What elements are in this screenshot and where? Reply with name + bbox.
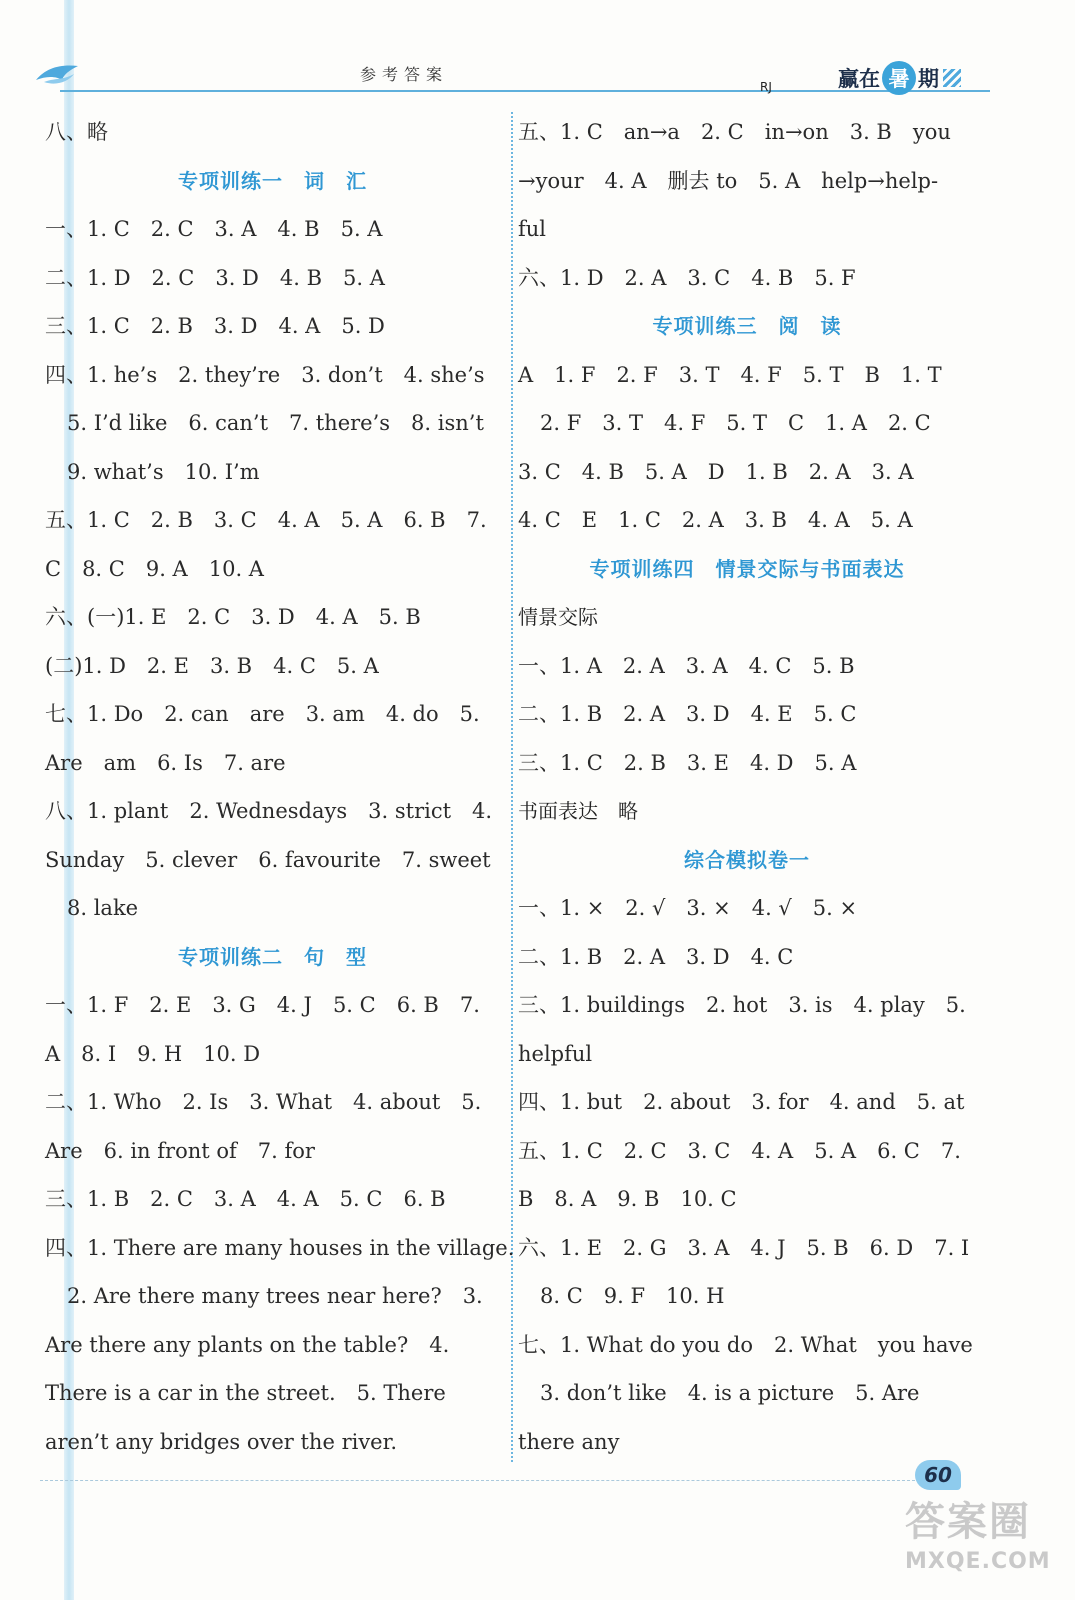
answer-line: 二、1. Who 2. Is 3. What 4. about 5.	[45, 1090, 482, 1114]
answer-line: 四、1. he’s 2. they’re 3. don’t 4. she’s	[45, 362, 485, 387]
answer-line: (二)1. D 2. E 3. B 4. C 5. A	[45, 653, 379, 678]
brand-text-pre: 赢在	[838, 67, 880, 91]
left-column	[45, 108, 515, 1466]
watermark-url: MXQE.COM	[905, 1549, 1051, 1574]
answer-line: there any	[518, 1429, 620, 1454]
right-column	[518, 108, 976, 1466]
brand-text-post: 期	[918, 67, 939, 91]
footer-rule	[40, 1480, 915, 1481]
section-heading: 专项训练四 情景交际与书面表达	[589, 556, 905, 581]
answer-line: 五、1. C 2. C 3. C 4. A 5. A 6. C 7.	[518, 1138, 961, 1163]
answer-line: 六、(一)1. E 2. C 3. D 4. A 5. B	[45, 605, 421, 629]
answer-line: 5. I’d like 6. can’t 7. there’s 8. isn’t	[67, 411, 484, 435]
header-title: 参考答案	[360, 65, 449, 84]
answer-line: 9. what’s 10. I’m	[67, 459, 260, 484]
answer-line: →your 4. A 删去 to 5. A help→help-	[518, 168, 939, 193]
answer-line: 六、1. D 2. A 3. C 4. B 5. F	[518, 265, 856, 290]
answer-line: Are am 6. Is 7. are	[45, 750, 286, 775]
answer-line: 六、1. E 2. G 3. A 4. J 5. B 6. D 7. I	[518, 1235, 970, 1260]
answer-line: 四、1. but 2. about 3. for 4. and 5. at	[518, 1090, 965, 1114]
answer-line: 三、1. C 2. B 3. E 4. D 5. A	[518, 750, 857, 775]
answer-line: 七、1. Do 2. can are 3. am 4. do 5.	[45, 702, 480, 726]
answer-line: 三、1. C 2. B 3. D 4. A 5. D	[45, 314, 385, 338]
answer-line: 一、1. × 2. √ 3. × 4. √ 5. ×	[518, 896, 858, 920]
section-heading: 专项训练一 词 汇	[178, 168, 367, 193]
answer-line: 8. lake	[67, 896, 139, 920]
page-number: 60	[915, 1460, 961, 1490]
answer-line: 七、1. What do you do 2. What you have	[518, 1332, 973, 1357]
watermark	[905, 1490, 1070, 1595]
answer-line: 八、略	[45, 120, 108, 144]
answer-line: 3. don’t like 4. is a picture 5. Are	[540, 1381, 920, 1405]
answer-line: 四、1. There are many houses in the village.	[45, 1235, 515, 1260]
answer-line: 二、1. B 2. A 3. D 4. C	[518, 944, 794, 969]
answer-line: 2. F 3. T 4. F 5. T C 1. A 2. C	[540, 411, 931, 435]
page-header	[0, 0, 1075, 100]
answer-line: 五、1. C an→a 2. C in→on 3. B you	[518, 120, 951, 144]
answer-line: aren’t any bridges over the river.	[45, 1429, 398, 1454]
section-heading: 综合模拟卷一	[684, 847, 810, 872]
edition-label: RJ	[760, 80, 772, 94]
answer-line: Sunday 5. clever 6. favourite 7. sweet	[45, 847, 491, 872]
answer-line: A 8. I 9. H 10. D	[45, 1041, 261, 1066]
answer-line: 三、1. buildings 2. hot 3. is 4. play 5.	[518, 993, 966, 1017]
answer-line: A 1. F 2. F 3. T 4. F 5. T B 1. T	[518, 362, 942, 387]
answer-line: B 8. A 9. B 10. C	[518, 1187, 737, 1211]
stripes-icon	[943, 69, 961, 87]
brand-text-highlight: 暑	[882, 61, 916, 95]
subsection-label: 情景交际	[518, 605, 598, 629]
answer-line: 八、1. plant 2. Wednesdays 3. strict 4.	[45, 799, 493, 823]
answer-line: 五、1. C 2. B 3. C 4. A 5. A 6. B 7.	[45, 508, 487, 532]
answer-line: Are 6. in front of 7. for	[45, 1138, 315, 1163]
answer-line: 2. Are there many trees near here? 3.	[67, 1284, 483, 1308]
brand-logo	[838, 58, 973, 98]
answer-line: 三、1. B 2. C 3. A 4. A 5. C 6. B	[45, 1187, 446, 1211]
answer-line: 二、1. B 2. A 3. D 4. E 5. C	[518, 702, 857, 726]
answer-line: 8. C 9. F 10. H	[540, 1284, 725, 1308]
answer-line: 一、1. A 2. A 3. A 4. C 5. B	[518, 653, 855, 678]
section-heading: 专项训练三 阅 读	[652, 314, 842, 338]
subsection-label: 书面表达 略	[518, 799, 638, 823]
answer-line: 4. C E 1. C 2. A 3. B 4. A 5. A	[518, 508, 913, 532]
watermark-text: 答案圈	[905, 1499, 1031, 1545]
answer-line: ful	[518, 217, 547, 241]
answer-line: Are there any plants on the table? 4.	[45, 1332, 450, 1357]
section-heading: 专项训练二 句 型	[178, 944, 367, 969]
answer-line: 一、1. F 2. E 3. G 4. J 5. C 6. B 7.	[45, 993, 480, 1017]
answer-line: 二、1. D 2. C 3. D 4. B 5. A	[45, 265, 385, 290]
answer-line: There is a car in the street. 5. There	[45, 1381, 446, 1405]
answer-line: C 8. C 9. A 10. A	[45, 556, 264, 581]
bird-logo-icon	[34, 60, 84, 88]
answer-line: helpful	[518, 1041, 593, 1066]
answer-line: 3. C 4. B 5. A D 1. B 2. A 3. A	[518, 459, 914, 484]
answer-line: 一、1. C 2. C 3. A 4. B 5. A	[45, 217, 383, 241]
